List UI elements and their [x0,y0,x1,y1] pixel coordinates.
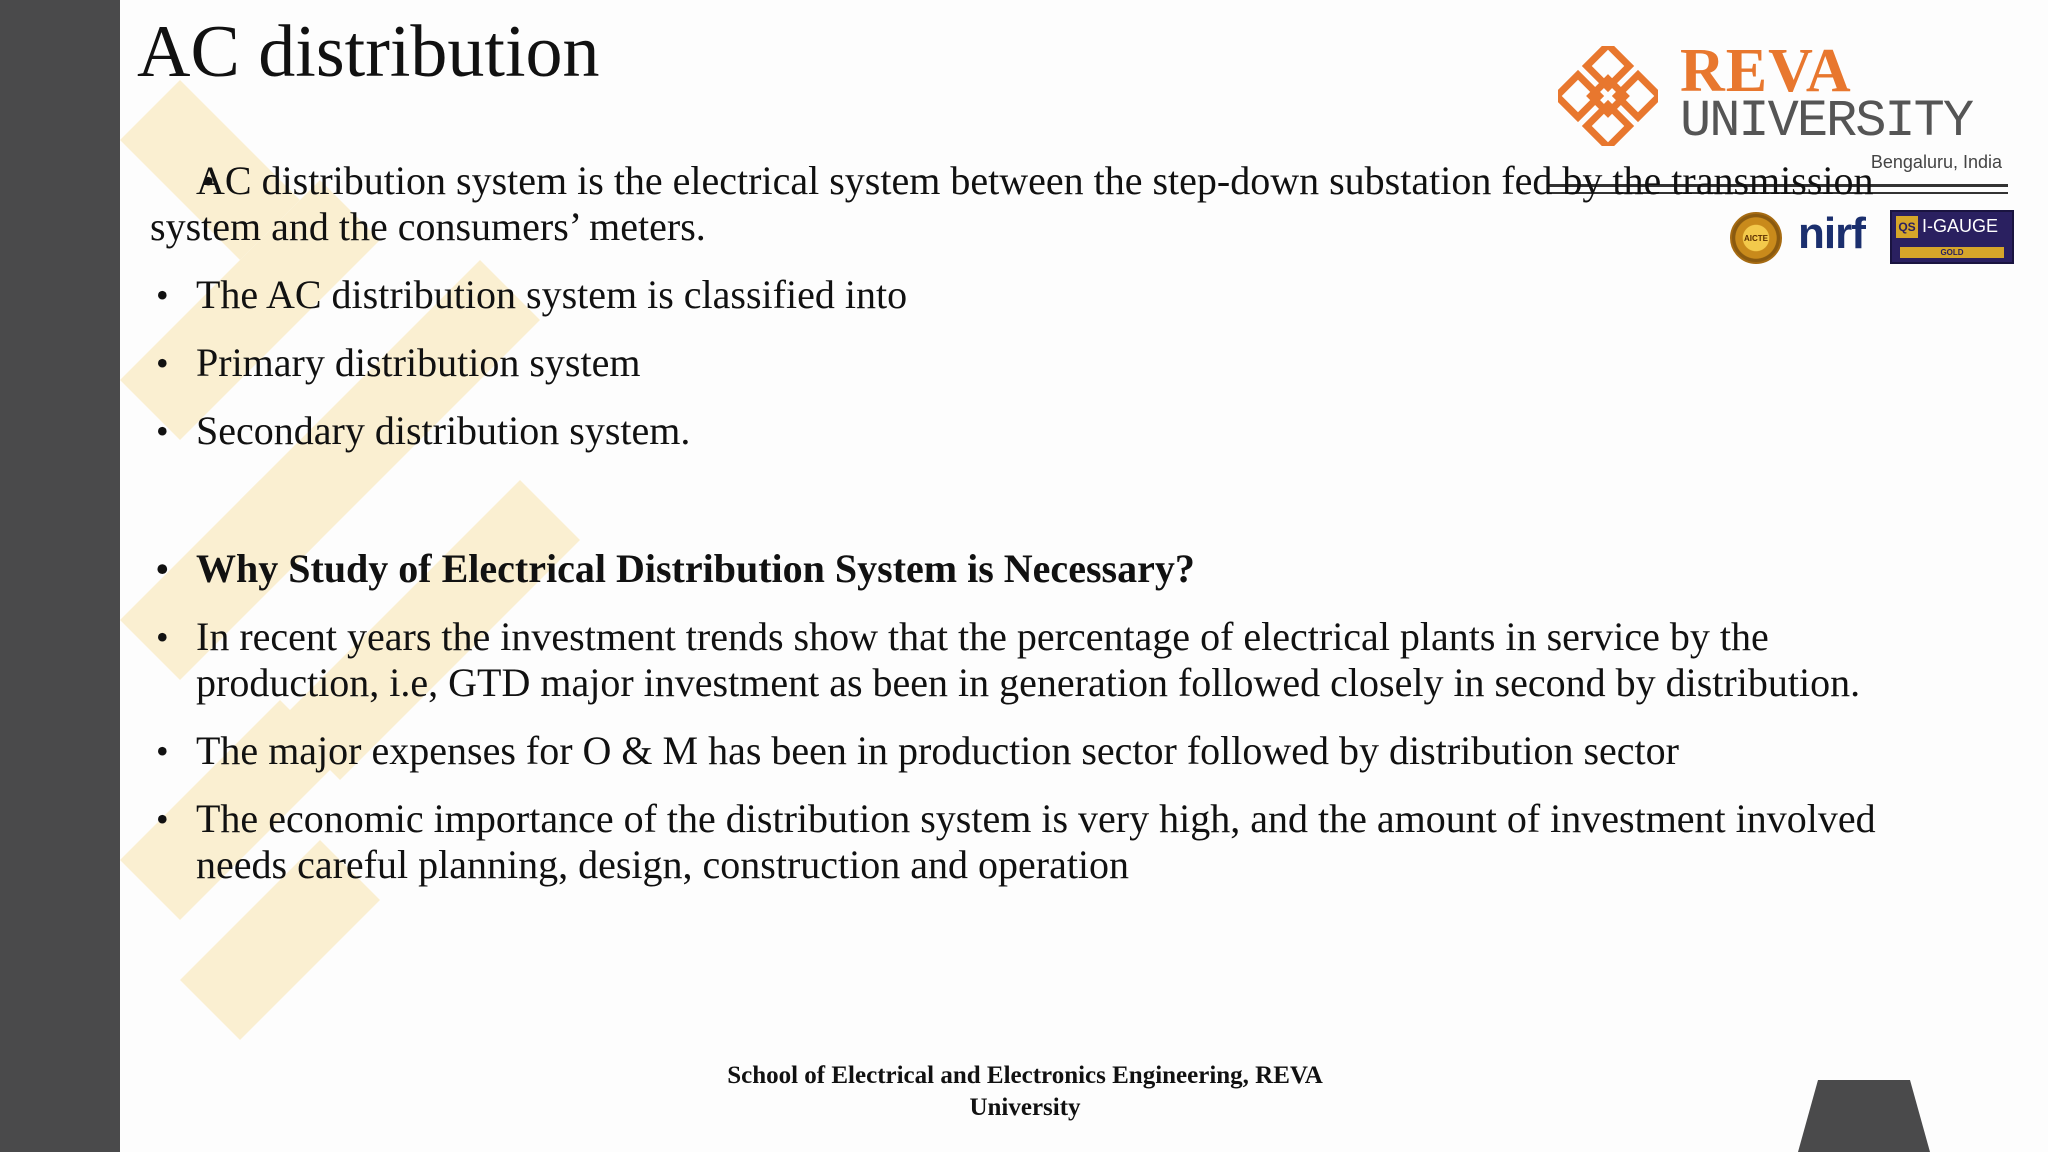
bullet-list [150,546,1910,888]
bullet-heading: • Why Study of Electrical Distribution System is Necessary? [150,546,1910,592]
logo-wordmark-university: UNIVERSITY [1680,92,1973,151]
logo-wordmark-reva: REVA [1680,37,1852,105]
bullet-item: • Secondary distribution system. [150,408,1910,454]
bullet-item: • AC distribution system is the electrical system between the step-down substation fed by the transmission system and the consumers’ meters. [150,158,1910,250]
bullet-list [150,158,1910,454]
bullet-item: • The major expenses for O & M has been in production sector followed by distribution sector [150,728,1910,774]
spacer [150,476,1910,546]
bullet-item: • The economic importance of the distribution system is very high, and the amount of investment involved needs careful planning, design, construction and operation [150,796,1910,888]
left-side-bar [0,0,120,1152]
bullet-item: • Primary distribution system [150,340,1910,386]
bullet-item: • In recent years the investment trends show that the percentage of electrical plants in service by the production, i.e, GTD major investment as been in generation followed closely in second by distribution. [150,614,1910,706]
qs-igauge-badge-icon: QS I-GAUGE GOLD [1890,210,2014,264]
slide-footer [660,1060,1390,1124]
nirf-badge-icon: nirf [1798,209,1865,258]
corner-trapezoid-decoration [1798,1080,1930,1152]
slide-body [150,158,1910,910]
reva-knot-logo-icon [1558,46,1658,146]
slide-title: AC distribution [137,11,600,93]
aicte-badge-icon: AICTE [1730,212,1782,264]
footer-line: University [969,1094,1081,1121]
logo-location: Bengaluru, India [1870,152,2002,172]
footer-line: School of Electrical and Electronics Engineering, REVA [727,1062,1323,1089]
bullet-item: • The AC distribution system is classified into [150,272,1910,318]
